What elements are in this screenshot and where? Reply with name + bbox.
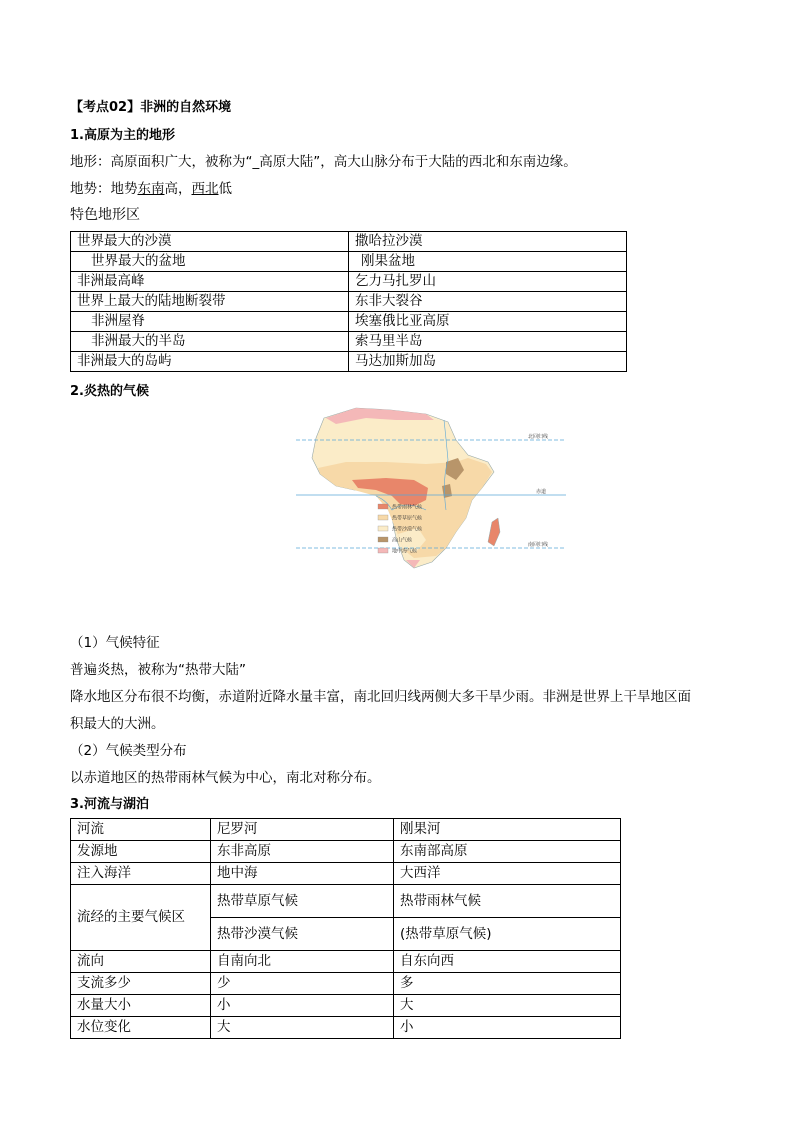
table-row: [71, 951, 621, 973]
table-cell: 非洲屋脊: [71, 312, 349, 332]
table-cell: 非洲最大的岛屿: [71, 352, 349, 372]
table-cell: (热带草原气候): [394, 918, 621, 951]
table-row: [71, 863, 621, 885]
legend-label: 热带草原气候: [392, 515, 423, 522]
table-row: [71, 332, 627, 352]
table-cell: 埃塞俄比亚高原: [349, 312, 627, 332]
table-cell: 流经的主要气候区: [71, 885, 211, 951]
table-cell: 热带雨林气候: [394, 885, 621, 918]
table-cell: 河流: [71, 819, 211, 841]
river-table: [70, 818, 621, 1039]
table-cell: 世界最大的盆地: [71, 252, 349, 272]
climate-line3: 积最大的大洲。: [70, 716, 165, 732]
heading-rivers: 3.河流与湖泊: [70, 797, 149, 812]
table-row: [71, 973, 621, 995]
terrain-line: 地形：高原面积广大，被称为“_高原大陆”，高大山脉分布于大陆的西北和东南边缘。: [70, 154, 577, 170]
legend-swatch: [378, 526, 388, 531]
table-cell: 地中海: [211, 863, 394, 885]
table-row: [71, 232, 627, 252]
legend-swatch: [378, 504, 388, 509]
table-cell: 非洲最大的半岛: [71, 332, 349, 352]
landform-table: [70, 231, 627, 372]
table-row: [71, 352, 627, 372]
table-cell: 乞力马扎罗山: [349, 272, 627, 292]
slope-high: 东南: [137, 181, 165, 197]
legend-swatch: [378, 515, 388, 520]
legend-label: 地中海气候: [392, 548, 418, 555]
legend-swatch: [378, 537, 388, 542]
tropic-of-capricorn-label: 南回归线: [528, 542, 549, 548]
table-cell: 东非高原: [211, 841, 394, 863]
table-cell: 小: [211, 995, 394, 1017]
slope-mid: 高，: [164, 181, 192, 197]
equator-label: 赤道: [536, 489, 547, 495]
table-row: [71, 885, 621, 918]
table-cell: 水位变化: [71, 1017, 211, 1039]
legend-label: 热带沙漠气候: [392, 526, 423, 533]
table-cell: 大西洋: [394, 863, 621, 885]
heading-climate: 2.炎热的气候: [70, 384, 149, 399]
table-cell: 世界上最大的陆地断裂带: [71, 292, 349, 312]
slope-low: 西北: [191, 181, 219, 197]
table-cell: 刚果盆地: [349, 252, 627, 272]
table-cell: 热带沙漠气候: [211, 918, 394, 951]
table-cell: 支流多少: [71, 973, 211, 995]
table-cell: 多: [394, 973, 621, 995]
table-row: [71, 1017, 621, 1039]
table-cell: 热带草原气候: [211, 885, 394, 918]
table-cell: 流向: [71, 951, 211, 973]
table-cell: 非洲最高峰: [71, 272, 349, 292]
slope-line: [70, 177, 232, 197]
table-cell: 刚果河: [394, 819, 621, 841]
section-title: 【考点02】非洲的自然环境: [70, 100, 232, 115]
table-cell: 大: [211, 1017, 394, 1039]
africa-climate-map: [296, 400, 566, 585]
table-cell: 自东向西: [394, 951, 621, 973]
feature-title: 特色地形区: [70, 207, 140, 223]
legend-swatch: [378, 548, 388, 553]
legend-label: 高山气候: [392, 537, 413, 544]
table-cell: 注入海洋: [71, 863, 211, 885]
table-cell: 撒哈拉沙漠: [349, 232, 627, 252]
table-cell: 少: [211, 973, 394, 995]
climate-line4: 以赤道地区的热带雨林气候为中心，南北对称分布。: [70, 770, 381, 786]
table-cell: 发源地: [71, 841, 211, 863]
table-row: [71, 819, 621, 841]
slope-prefix: 地势：地势: [70, 181, 138, 197]
table-cell: 水量大小: [71, 995, 211, 1017]
table-row: [71, 292, 627, 312]
climate-sub2: （2）气候类型分布: [70, 743, 187, 759]
legend-label: 热带雨林气候: [392, 504, 423, 511]
table-row: [71, 252, 627, 272]
table-row: [71, 995, 621, 1017]
heading-terrain: 1.高原为主的地形: [70, 128, 175, 143]
table-cell: 东南部高原: [394, 841, 621, 863]
slope-suffix: 低: [218, 181, 232, 197]
climate-line2: 降水地区分布很不均衡，赤道附近降水量丰富，南北回归线两侧大多干旱少雨。非洲是世界上干旱地区面: [70, 689, 691, 705]
table-cell: 小: [394, 1017, 621, 1039]
table-cell: 大: [394, 995, 621, 1017]
table-cell: 马达加斯加岛: [349, 352, 627, 372]
table-row: [71, 841, 621, 863]
tropic-of-cancer-label: 北回归线: [528, 434, 549, 440]
table-cell: 尼罗河: [211, 819, 394, 841]
table-cell: 东非大裂谷: [349, 292, 627, 312]
table-cell: 世界最大的沙漠: [71, 232, 349, 252]
climate-line1: 普遍炎热，被称为“热带大陆”: [70, 662, 246, 678]
table-cell: 自南向北: [211, 951, 394, 973]
table-cell: 索马里半岛: [349, 332, 627, 352]
table-row: [71, 312, 627, 332]
climate-sub1: （1）气候特征: [70, 635, 160, 651]
table-row: [71, 272, 627, 292]
